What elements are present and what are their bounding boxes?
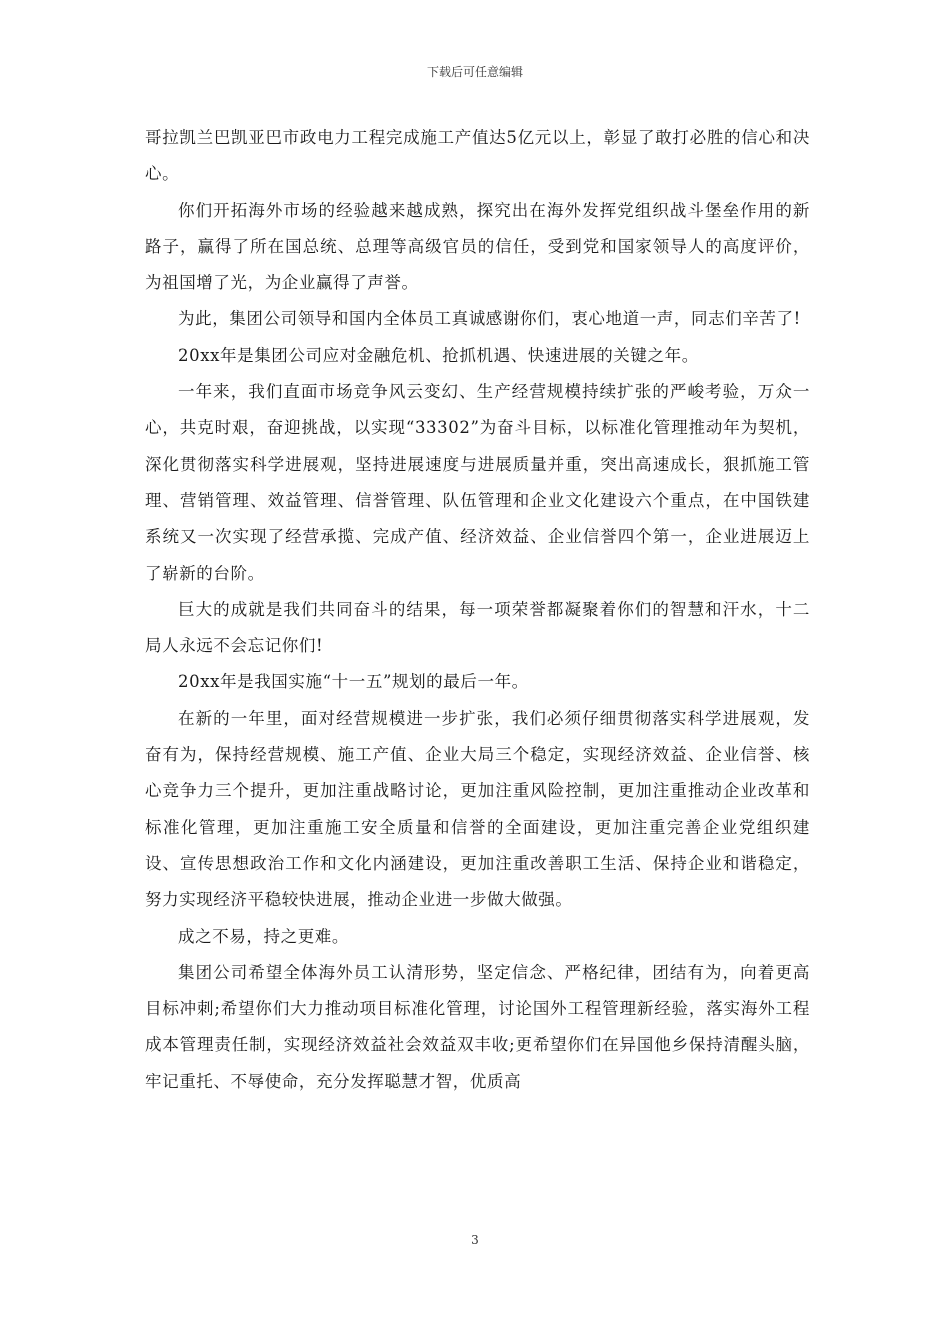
page-header: 下载后可任意编辑 [426,65,523,79]
paragraph: 集团公司希望全体海外员工认清形势，坚定信念、严格纪律，团结有为，向着更高目标冲刺;希望你们大力推动项目标准化管理，讨论国外工程管理新经验，落实海外工程成本管理责任制，实现经济效益社会效益双丰收;更希望你们在异国他乡保持清醒头脑，牢记重托、不辱使命，充分发挥聪慧才智，优质高 [145,962,810,1091]
paragraph-continued: 哥拉凯兰巴凯亚巴市政电力工程完成施工产值达5亿元以上，彰显了敢打必胜的信心和决心。 [145,128,810,184]
paragraph: 20xx年是集团公司应对金融危机、抢抓机遇、快速进展的关键之年。 [178,345,699,365]
paragraph: 为此，集团公司领导和国内全体员工真诚感谢你们，衷心地道一声，同志们辛苦了! [178,309,801,329]
paragraph: 巨大的成就是我们共同奋斗的结果，每一项荣誉都凝聚着你们的智慧和汗水，十二局人永远不会忘记你们! [145,599,810,656]
document-body [145,120,810,1100]
paragraph: 成之不易，持之更难。 [178,926,349,946]
paragraph: 一年来，我们直面市场竞争风云变幻、生产经营规模持续扩张的严峻考验，万众一心，共克时艰，奋迎挑战，以实现“33302”为奋斗目标，以标准化管理推动年为契机，深化贯彻落实科学进展观，坚持进展速度与进展质量并重，突出高速成长，狠抓施工管理、营销管理、效益管理、信誉管理、队伍管理和企业文化建设六个重点，在中国铁建系统又一次实现了经营承揽、完成产值、经济效益、企业信誉四个第一，企业进展迈上了崭新的台阶。 [145,382,810,583]
page-number: 3 [471,1233,479,1247]
paragraph: 在新的一年里，面对经营规模进一步扩张，我们必须仔细贯彻落实科学进展观，发奋有为，保持经营规模、施工产值、企业大局三个稳定，实现经济效益、企业信誉、核心竞争力三个提升，更加注重战略讨论，更加注重风险控制，更加注重推动企业改革和标准化管理，更加注重施工安全质量和信誉的全面建设，更加注重完善企业党组织建设、宣传思想政治工作和文化内涵建设，更加注重改善职工生活、保持企业和谐稳定，努力实现经济平稳较快进展，推动企业进一步做大做强。 [145,708,810,910]
paragraph: 你们开拓海外市场的经验越来越成熟，探究出在海外发挥党组织战斗堡垒作用的新路子，赢得了所在国总统、总理等高级官员的信任，受到党和国家领导人的高度评价，为祖国增了光，为企业赢得了声誉。 [145,200,810,293]
paragraph: 20xx年是我国实施“十一五”规划的最后一年。 [178,672,529,692]
